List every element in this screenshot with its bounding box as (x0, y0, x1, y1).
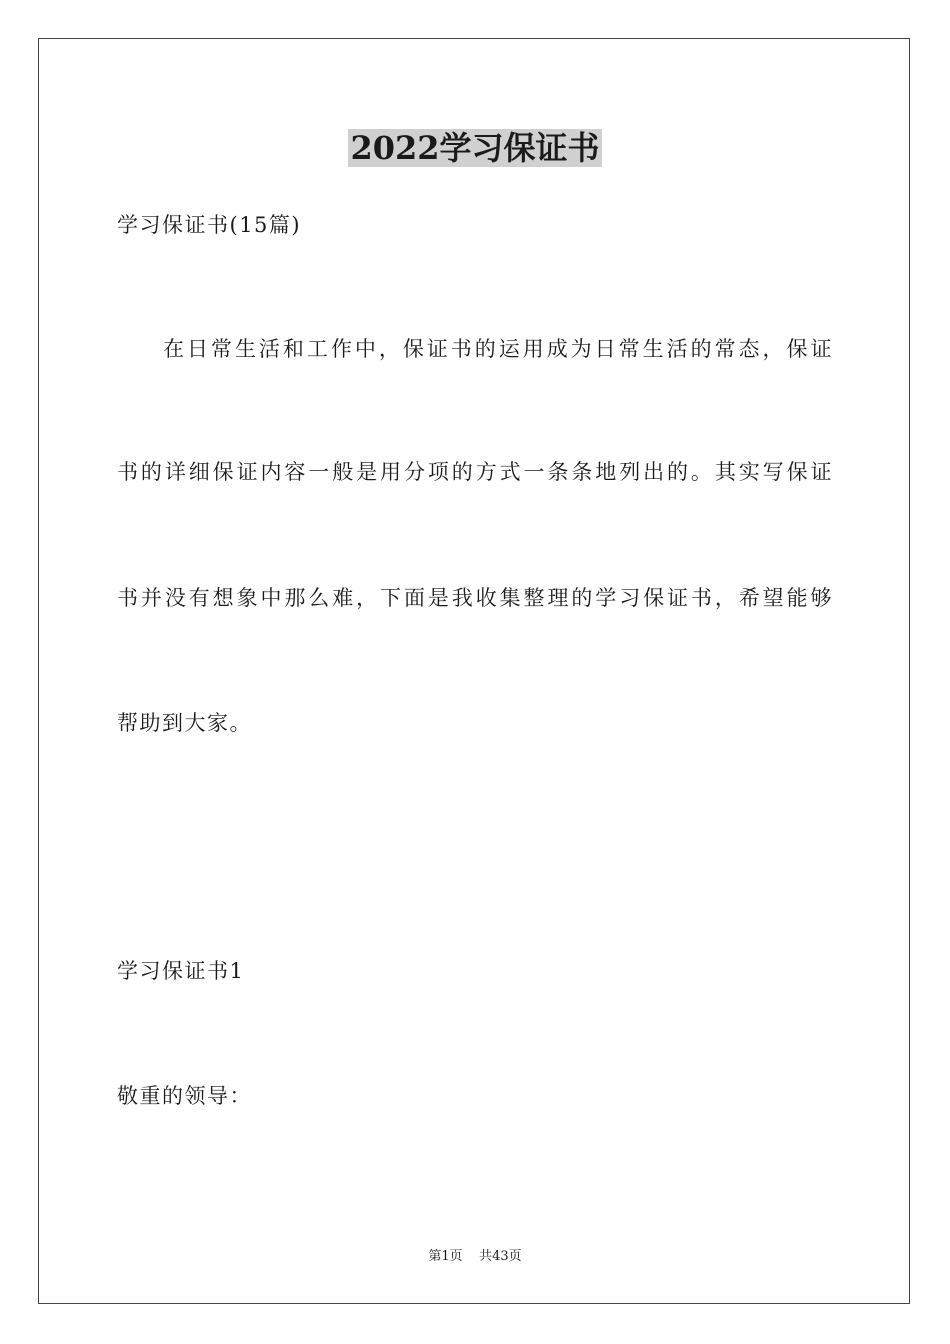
page-footer (0, 1247, 950, 1267)
intro-line-3: 书并没有想象中那么难，下面是我收集整理的学习保证书，希望能够 (117, 586, 833, 610)
salutation: 敬重的领导： (117, 1084, 252, 1108)
intro-line-1: 在日常生活和工作中，保证书的运用成为日常生活的常态，保证 (163, 337, 833, 361)
intro-line-2: 书的详细保证内容一般是用分项的方式一条条地列出的。其实写保证 (117, 460, 833, 484)
document-title-text: 2022学习保证书 (350, 129, 600, 167)
section-heading: 学习保证书1 (117, 959, 245, 983)
footer-page-number: 第1页 (428, 1249, 463, 1264)
intro-line-4: 帮助到大家。 (117, 711, 252, 735)
footer-total-pages: 共43页 (479, 1249, 522, 1264)
document-title (0, 126, 950, 170)
document-subtitle: 学习保证书(15篇) (117, 213, 302, 237)
